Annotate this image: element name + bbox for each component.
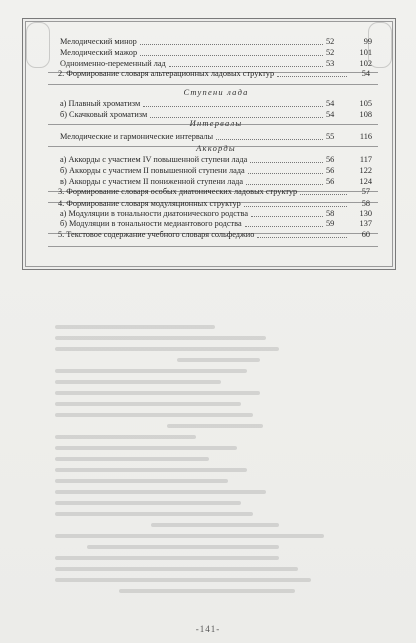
toc-section: 4. Формирование словаря модуляционных структур 58 — [58, 199, 370, 208]
toc-row: в) Аккорды с участием II пониженной ступени лада 56 124 — [60, 177, 372, 186]
toc-row: б) Модуляции в тональности медиантового родства 59 137 — [60, 219, 372, 228]
toc-row: Одноименно-переменный лад 53 102 — [60, 59, 372, 68]
heading-chords: Аккорды — [196, 143, 236, 153]
toc-row: Мелодический мажор 52 101 — [60, 48, 372, 57]
heading-steps: Ступени лада — [183, 87, 249, 97]
toc-section: 5. Текстовое содержание учебного словаря сольфеджио 60 — [58, 230, 370, 239]
page-number: -141- — [195, 624, 221, 634]
toc-row: б) Скачковый хроматизм 54 108 — [60, 110, 372, 119]
toc-row: а) Плавный хроматизм 54 105 — [60, 99, 372, 108]
divider — [48, 84, 378, 85]
toc-row: б) Аккорды с участием II повышенной ступени лада 56 122 — [60, 166, 372, 175]
toc-row: а) Модуляции в тональности диатонического родства 58 130 — [60, 209, 372, 218]
heading-intervals: Интервалы — [189, 118, 243, 128]
toc-section: 2. Формирование словаря альтерационных ладовых структур 54 — [58, 69, 370, 78]
toc-row: Мелодический минор 52 99 — [60, 37, 372, 46]
toc-row: Мелодические и гармонические интервалы 55 116 — [60, 132, 372, 141]
bleed-through — [55, 270, 375, 600]
divider — [48, 246, 378, 247]
toc-row: а) Аккорды с участием IV повышенной ступени лада 56 117 — [60, 155, 372, 164]
toc-section: 3. Формирование словаря особых диатонических ладовых структур 57 — [58, 187, 370, 196]
